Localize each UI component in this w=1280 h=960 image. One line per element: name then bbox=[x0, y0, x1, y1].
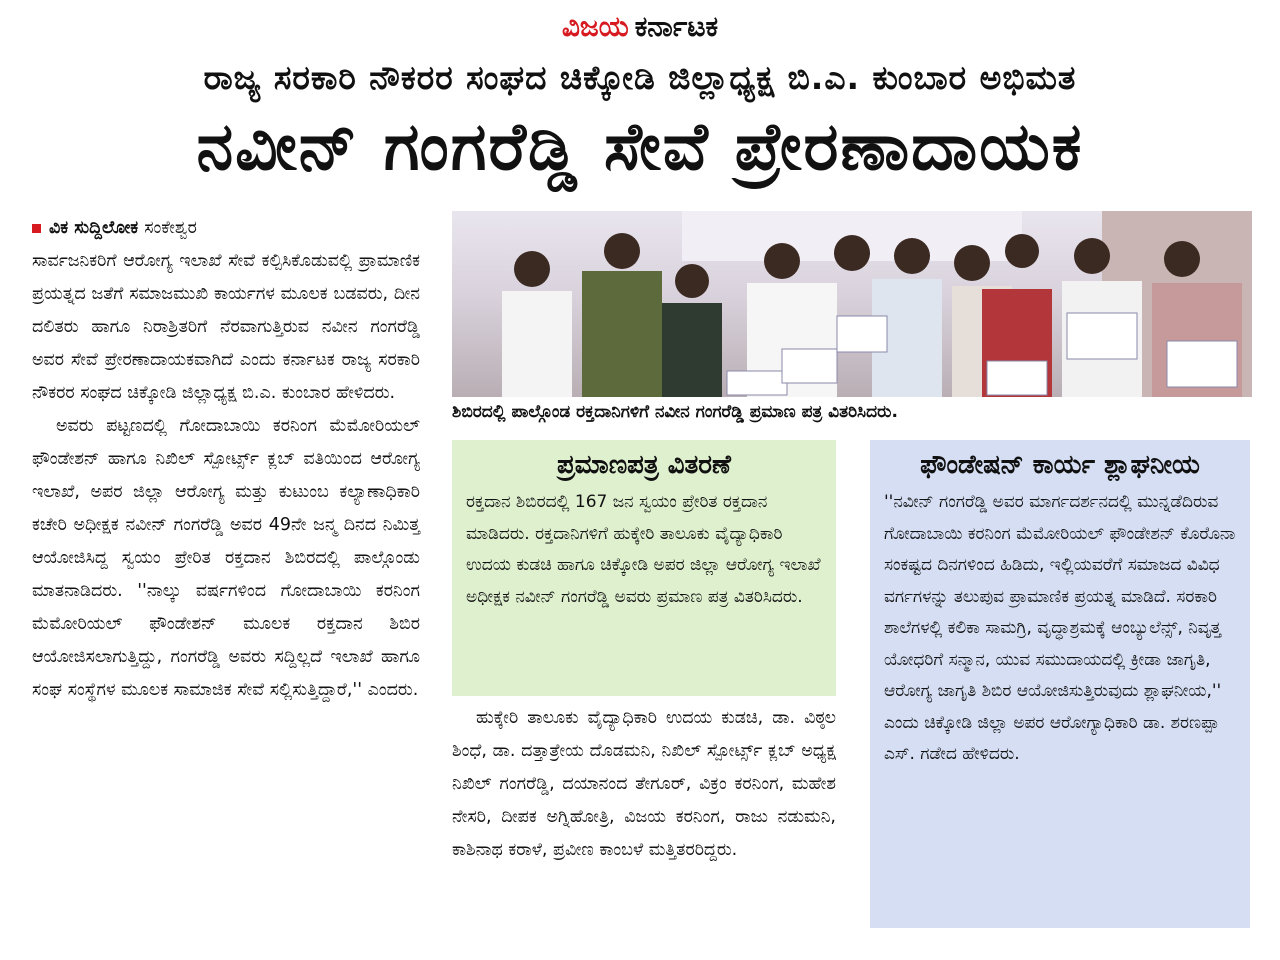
photo-caption: ಶಿಬಿರದಲ್ಲಿ ಪಾಲ್ಗೊಂಡ ರಕ್ತದಾನಿಗಳಿಗೆ ನವೀನ ಗಂಗರೆಡ್ಡಿ ಪ್ರಮಾಣ ಪತ್ರ ವಿತರಿಸಿದರು. bbox=[452, 402, 898, 422]
event-photo-illustration bbox=[452, 211, 1252, 397]
event-photo bbox=[452, 211, 1252, 397]
green-box-title: ಪ್ರಮಾಣಪತ್ರ ವಿತರಣೆ bbox=[557, 450, 731, 480]
byline bbox=[32, 212, 420, 245]
byline-place: ಸಂಕೇಶ್ವರ bbox=[144, 218, 197, 238]
attendees-paragraph: ಹುಕ್ಕೇರಿ ತಾಲೂಕು ವೈದ್ಯಾಧಿಕಾರಿ ಉದಯ ಕುಡಚಿ, ಡಾ. ವಿಠ್ಠಲ ಶಿಂಧೆ, ಡಾ. ದತ್ತಾತ್ರೇಯ ದೊಡಮನಿ, ನಿಖಿಲ್ ಸ್ಪೋರ್ಟ್ಸ್ ಕ್ಲಬ್ ಅಧ್ಯಕ್ಷ ನಿಖಿಲ್ ಗಂಗರೆಡ್ಡಿ, ದಯಾನಂದ ತೇಗೂರ್, ವಿಕ್ರಂ ಕರನಿಂಗ, ಮಹೇಶ ನೇಸರಿ, ದೀಪಕ ಅಗ್ನಿಹೋತ್ರಿ, ವಿಜಯ ಕರನಿಂಗ, ರಾಜು ನಡುಮನಿ, ಕಾಶಿನಾಥ ಕರಾಳೆ, ಪ್ರವೀಣ ಕಾಂಬಳೆ ಮತ್ತಿತರರಿದ್ದರು. bbox=[452, 708, 836, 860]
headline: ನವೀನ್ ಗಂಗರೆಡ್ಡಿ ಸೇವೆ ಪ್ರೇರಣಾದಾಯಕ bbox=[196, 108, 1084, 185]
subheadline: ರಾಜ್ಯ ಸರಕಾರಿ ನೌಕರರ ಸಂಘದ ಚಿಕ್ಕೋಡಿ ಜಿಲ್ಲಾಧ್ಯಕ್ಷ ಬಿ.ಎ. ಕುಂಬಾರ ಅಭಿಮತ bbox=[203, 58, 1077, 97]
green-box-body: ರಕ್ತದಾನ ಶಿಬಿರದಲ್ಲಿ 167 ಜನ ಸ್ವಯಂ ಪ್ರೇರಿತ ರಕ್ತದಾನ ಮಾಡಿದರು. ರಕ್ತದಾನಿಗಳಿಗೆ ಹುಕ್ಕೇರಿ ತಾಲೂಕು ವೈದ್ಯಾಧಿಕಾರಿ ಉದಯ ಕುಡಚಿ ಹಾಗೂ ಚಿಕ್ಕೋಡಿ ಅಪರ ಜಿಲ್ಲಾ ಆರೋಗ್ಯ ಇಲಾಖೆ ಅಧೀಕ್ಷಕ ನವೀನ್ ಗಂಗರೆಡ್ಡಿ ಅವರು ಪ್ರಮಾಣ ಪತ್ರ ವಿತರಿಸಿದರು. bbox=[466, 492, 821, 607]
masthead bbox=[0, 10, 1280, 54]
newspaper-logo bbox=[562, 10, 718, 44]
left-column bbox=[32, 212, 420, 707]
byline-source: ವಿಕ ಸುದ್ದಿಲೋಕ bbox=[49, 218, 139, 238]
logo-part-a: ವಿಜಯ bbox=[561, 10, 629, 43]
blue-box-body: ''ನವೀನ್ ಗಂಗರೆಡ್ಡಿ ಅವರ ಮಾರ್ಗದರ್ಶನದಲ್ಲಿ ಮುನ್ನಡೆದಿರುವ ಗೋದಾಬಾಯಿ ಕರನಿಂಗ ಮೆಮೋರಿಯಲ್ ಫೌಂಡೇಶನ್ ಕೊರೊನಾ ಸಂಕಷ್ಟದ ದಿನಗಳಿಂದ ಹಿಡಿದು, ಇಲ್ಲಿಯವರೆಗೆ ಸಮಾಜದ ವಿವಿಧ ವರ್ಗಗಳನ್ನು ತಲುಪುವ ಪ್ರಾಮಾಣಿಕ ಪ್ರಯತ್ನ ಮಾಡಿದೆ. ಸರಕಾರಿ ಶಾಲೆಗಳಲ್ಲಿ ಕಲಿಕಾ ಸಾಮಗ್ರಿ, ವೃದ್ಧಾಶ್ರಮಕ್ಕೆ ಆಂಬ್ಯುಲೆನ್ಸ್, ನಿವೃತ್ತ ಯೋಧರಿಗೆ ಸನ್ಮಾನ, ಯುವ ಸಮುದಾಯದಲ್ಲಿ ಕ್ರೀಡಾ ಜಾಗೃತಿ, ಆರೋಗ್ಯ ಜಾಗೃತಿ ಶಿಬಿರ ಆಯೋಜಿಸುತ್ತಿರುವುದು ಶ್ಲಾಘನೀಯ,'' ಎಂದು ಚಿಕ್ಕೋಡಿ ಜಿಲ್ಲಾ ಅಪರ ಆರೋಗ್ಯಾಧಿಕಾರಿ ಡಾ. ಶರಣಪ್ಪಾ ಎಸ್. ಗಡೇದ ಹೇಳಿದರು. bbox=[884, 492, 1236, 764]
middle-column-text bbox=[452, 702, 836, 867]
foundation-work-box bbox=[870, 440, 1250, 928]
logo-part-b: ಕರ್ನಾಟಕ bbox=[634, 10, 719, 43]
left-paragraph-1: ಸಾರ್ವಜನಿಕರಿಗೆ ಆರೋಗ್ಯ ಇಲಾಖೆ ಸೇವೆ ಕಲ್ಪಿಸಿಕೊಡುವಲ್ಲಿ ಪ್ರಾಮಾಣಿಕ ಪ್ರಯತ್ನದ ಜತೆಗೆ ಸಮಾಜಮುಖಿ ಕಾರ್ಯಗಳ ಮೂಲಕ ಬಡವರು, ದೀನ ದಲಿತರು ಹಾಗೂ ನಿರಾಶ್ರಿತರಿಗೆ ನೆರವಾಗುತ್ತಿರುವ ನವೀನ ಗಂಗರೆಡ್ಡಿ ಅವರ ಸೇವೆ ಪ್ರೇರಣಾದಾಯಕವಾಗಿದೆ ಎಂದು ಕರ್ನಾಟಕ ರಾಜ್ಯ ಸರಕಾರಿ ನೌಕರರ ಸಂಘದ ಚಿಕ್ಕೋಡಿ ಜಿಲ್ಲಾಧ್ಯಕ್ಷ ಬಿ.ಎ. ಕುಂಬಾರ ಹೇಳಿದರು. bbox=[32, 251, 420, 403]
left-paragraph-2: ಅವರು ಪಟ್ಟಣದಲ್ಲಿ ಗೋದಾಬಾಯಿ ಕರನಿಂಗ ಮೆಮೋರಿಯಲ್ ಫೌಂಡೇಶನ್ ಹಾಗೂ ನಿಖಿಲ್ ಸ್ಪೋರ್ಟ್ಸ್ ಕ್ಲಬ್ ವತಿಯಿಂದ ಆರೋಗ್ಯ ಇಲಾಖೆ, ಅಪರ ಜಿಲ್ಲಾ ಆರೋಗ್ಯ ಮತ್ತು ಕುಟುಂಬ ಕಲ್ಯಾಣಾಧಿಕಾರಿ ಕಚೇರಿ ಅಧೀಕ್ಷಕ ನವೀನ್ ಗಂಗರೆಡ್ಡಿ ಅವರ 49ನೇ ಜನ್ಮ ದಿನದ ನಿಮಿತ್ತ ಆಯೋಜಿಸಿದ್ದ ಸ್ವಯಂ ಪ್ರೇರಿತ ರಕ್ತದಾನ ಶಿಬಿರದಲ್ಲಿ ಪಾಲ್ಗೊಂಡು ಮಾತನಾಡಿದರು. ''ನಾಲ್ಕು ವರ್ಷಗಳಿಂದ ಗೋದಾಬಾಯಿ ಕರನಿಂಗ ಮೆಮೋರಿಯಲ್ ಫೌಂಡೇಶನ್ ಮೂಲಕ ರಕ್ತದಾನ ಶಿಬಿರ ಆಯೋಜಿಸಲಾಗುತ್ತಿದ್ದು, ಗಂಗರೆಡ್ಡಿ ಅವರು ಸದ್ದಿಲ್ಲದೆ ಇಲಾಖೆ ಹಾಗೂ ಸಂಘ ಸಂಸ್ಥೆಗಳ ಮೂಲಕ ಸಾಮಾಜಿಕ ಸೇವೆ ಸಲ್ಲಿಸುತ್ತಿದ್ದಾರೆ,'' ಎಂದರು. bbox=[32, 416, 420, 700]
red-bullet-icon bbox=[32, 224, 41, 233]
certificate-distribution-box bbox=[452, 440, 836, 696]
blue-box-title: ಫೌಂಡೇಷನ್ ಕಾರ್ಯ ಶ್ಲಾಘನೀಯ bbox=[920, 450, 1200, 480]
